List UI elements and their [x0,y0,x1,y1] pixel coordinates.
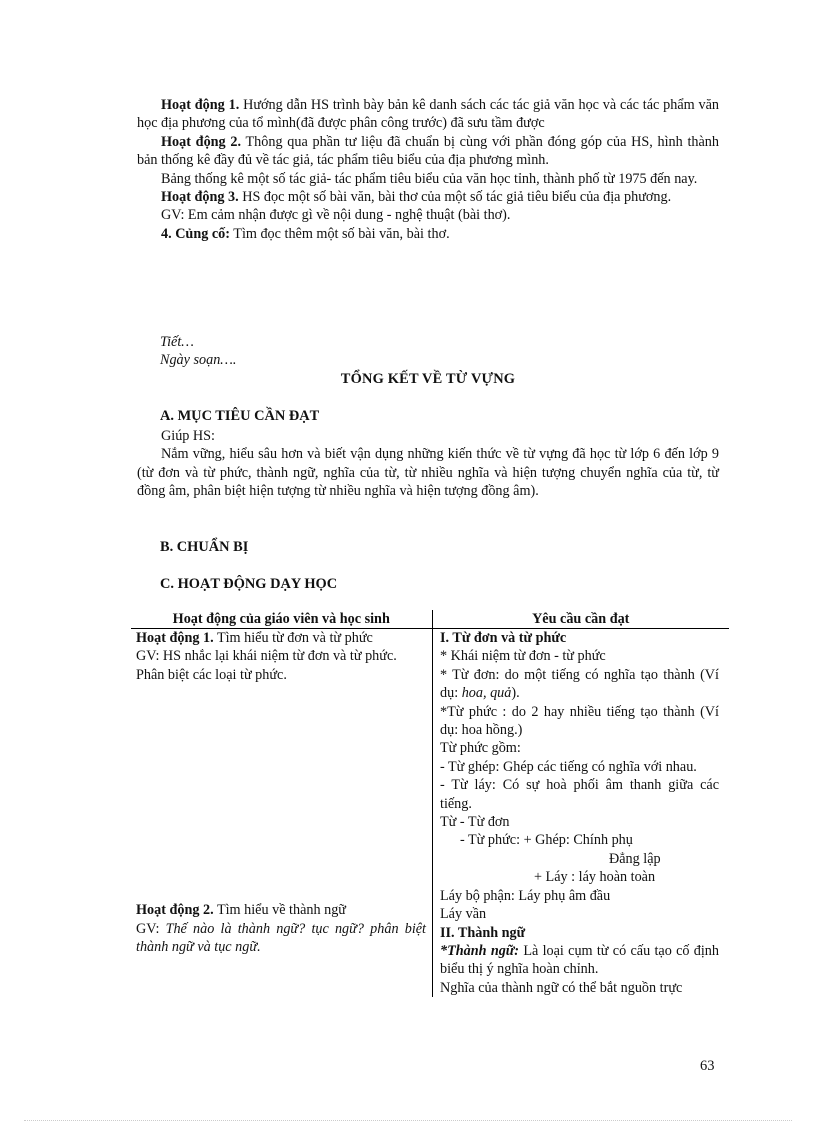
activity-2-label: Hoạt động 2. [161,133,242,150]
left-gv-2 [136,920,426,957]
req-line-4: *Từ phức : do 2 hay nhiều tiếng tạo thành (Ví dụ: hoa hồng.) [440,703,719,739]
left-activity-2-label: Hoạt động 2. [136,902,214,919]
statistics-paragraph: Bảng thống kê một số tác giả- tác phẩm tiêu biểu của văn học tỉnh, thành phố từ 1975 đến nay. [161,170,698,187]
table-body [131,629,729,997]
section-a-heading: A. MỤC TIÊU CẦN ĐẠT [160,408,320,424]
section-a-body [137,427,719,501]
req-line-3a: * Từ đơn: do một tiếng có nghĩa tạo thành (Ví dụ: [440,666,719,702]
left-classify: Phân biệt các loại từ phức. [136,666,287,683]
req-heading-1-text: I. Từ đơn và từ phức [440,630,567,646]
req-line-15a: *Thành ngữ: [440,942,520,959]
prepared-date-label: Ngày soạn…. [160,352,237,369]
activity-1-paragraph [137,96,719,133]
period-label: Tiết… [160,334,194,350]
section-b-heading: B. CHUẨN BỊ [160,539,249,555]
req-line-15 [440,942,719,979]
left-gv-1: GV: HS nhắc lại khái niệm từ đơn và từ phức. [136,648,397,665]
section-a-text: Nắm vững, hiểu sâu hơn và biết vận dụng những kiến thức về từ vựng đã học từ lớp 6 đến lớp 9 (từ đơn và từ phức, thành ngữ, nghĩa của từ, từ nhiều nghĩa và hiện tượng chuyển nghĩa của từ, từ đồng âm, phân biệt hiện tượng từ nhiều nghĩa và hiện tượng đồng âm). [137,446,719,500]
activity-2-paragraph [137,133,719,170]
left-gv-2-label: GV: [136,920,166,937]
req-line-9: - Từ phức: + Ghép: Chính phụ [460,832,633,849]
activity-3-paragraph [137,188,719,206]
spacer [136,684,426,901]
req-line-11: + Láy : láy hoàn toàn [534,869,656,886]
req-line-10: Đẳng lập [609,850,661,867]
req-line-3 [440,666,719,703]
consolidation-text: Tìm đọc thêm một số bài văn, bài thơ. [229,225,450,242]
req-line-3c: ). [511,685,520,702]
section-c-heading: C. HOẠT ĐỘNG DẠY HỌC [160,576,338,592]
lesson-meta [160,333,460,370]
teacher-student-column [131,629,432,997]
req-line-6: - Từ ghép: Ghép các tiếng có nghĩa với nhau. [440,758,697,775]
req-line-16: Nghĩa của thành ngữ có thể bắt nguồn trực [440,979,683,996]
activity-3-text: HS đọc một số bài văn, bài thơ của một số tác giả tiêu biểu của địa phương. [238,189,672,206]
left-activity-1-text: Tìm hiểu từ đơn và từ phức [213,630,373,646]
req-line-8: Từ - Từ đơn [440,814,510,831]
lesson-title: TỔNG KẾT VỀ TỪ VỰNG [340,371,516,387]
left-activity-1-label: Hoạt động 1. [136,630,214,646]
requirements-column [432,629,729,997]
req-line-13: Láy vần [440,906,487,923]
col2-header: Yêu cầu cần đạt [432,610,730,628]
req-line-2: * Khái niệm từ đơn - từ phức [440,648,606,665]
req-heading-2-text: II. Thành ngữ [440,924,526,941]
left-activity-2 [136,901,426,919]
teacher-question: GV: Em cảm nhận được gì về nội dung - nghệ thuật (bài thơ). [161,207,511,224]
req-heading-1 [440,629,719,647]
intro-activities [137,96,719,243]
left-gv-2-text: Thế nào là thành ngữ? tục ngữ? phân biệt thành ngữ và tục ngữ. [136,920,426,956]
left-activity-1 [136,629,426,647]
activity-1-label: Hoạt động 1. [161,97,240,113]
section-a-intro: Giúp HS: [161,428,215,444]
activity-3-label: Hoạt động 3. [161,189,239,206]
req-line-7: - Từ láy: Có sự hoà phối âm thanh giữa các tiếng. [440,777,719,812]
page-bottom-border [24,1120,792,1121]
consolidation-paragraph [137,225,719,243]
req-line-5: Từ phức gồm: [440,740,521,757]
activity-1-text: Hướng dẫn HS trình bày bản kê danh sách các tác giả văn học và các tác phẩm văn học địa phương của tổ mình(đã được phân công trước) đã sưu tầm được [137,97,719,132]
req-line-3b: hoa, quả [461,685,512,702]
table-header [131,610,729,629]
activity-2-text: Thông qua phần tư liệu đã chuẩn bị cùng với phần đóng góp của HS, hình thành bản thống kê đầy đủ về tác giả, tác phẩm tiêu biểu của địa phương mình. [137,133,719,169]
page-number: 63 [700,1058,715,1074]
activities-table [131,610,729,997]
col1-header: Hoạt động của giáo viên và học sinh [172,611,390,627]
req-line-12: Láy bộ phận: Láy phụ âm đầu [440,887,611,904]
consolidation-label: 4. Củng cố: [161,225,230,242]
req-line-15b: Là loại cụm từ có cấu tạo cố định biểu thị ý nghĩa hoàn chỉnh. [440,942,719,978]
left-activity-2-text: Tìm hiểu về thành ngữ [213,902,346,919]
req-heading-2 [440,924,719,942]
